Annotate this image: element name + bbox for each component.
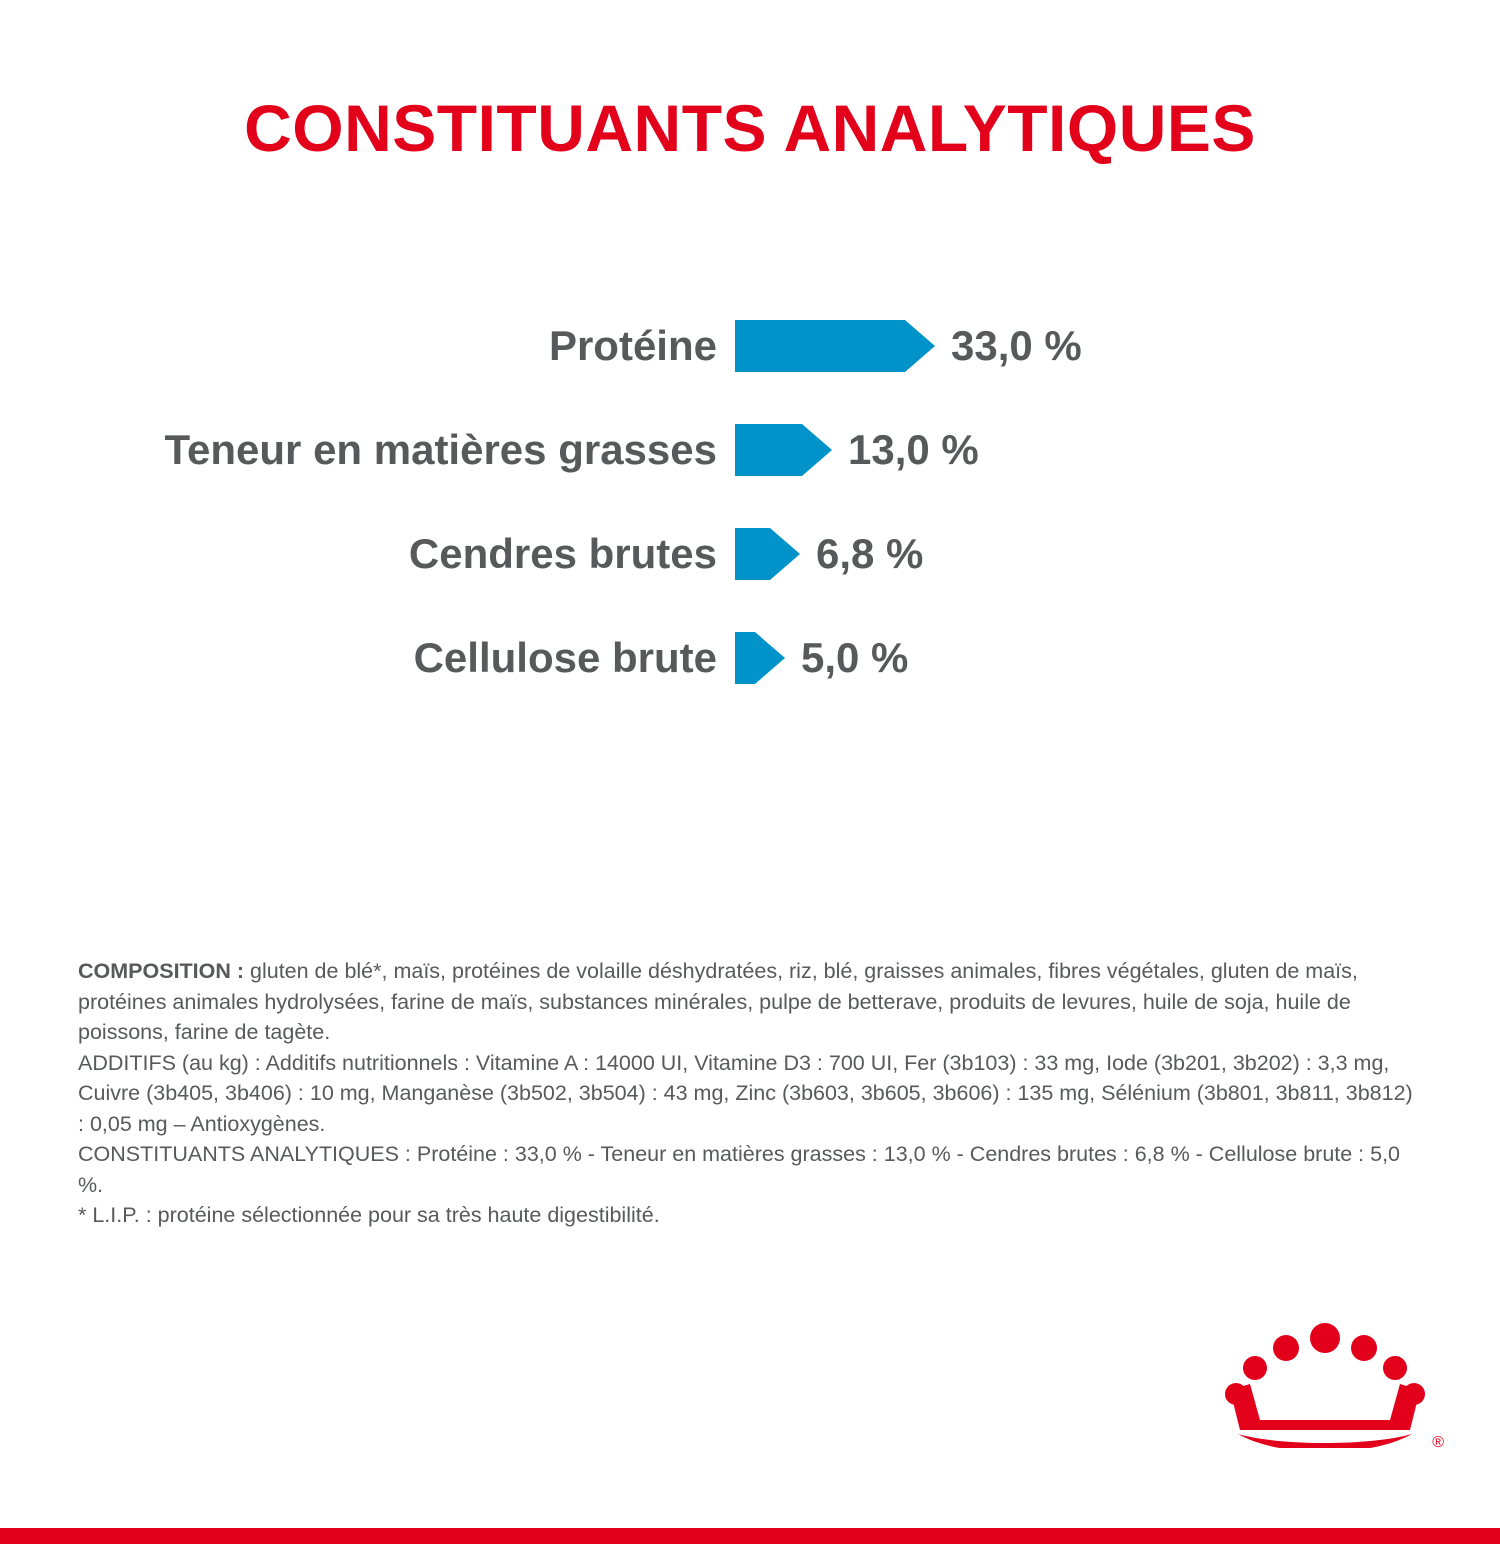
- chart-row: [0, 419, 1500, 481]
- bottom-accent-bar: [0, 1528, 1500, 1544]
- chart-bar: [735, 632, 755, 684]
- chart-row-value: 33,0 %: [951, 321, 1082, 369]
- composition-section: [78, 956, 1422, 1231]
- analytical-constituents-chart: [0, 315, 1500, 689]
- chart-row: [0, 627, 1500, 689]
- composition-analytical-text: CONSTITUANTS ANALYTIQUES : Protéine : 33,0 % - Teneur en matières grasses : 13,0 % - Cendres brutes : 6,8 % - Cellulose brute : 5,0 %.: [78, 1142, 1401, 1197]
- chart-row-value: 6,8 %: [816, 529, 924, 577]
- registered-trademark-mark: ®: [1432, 1434, 1444, 1452]
- composition-additives-text: ADDITIFS (au kg) : Additifs nutritionnels : Vitamine A : 14000 UI, Vitamine D3 : 700 UI, Fer (3b103) : 33 mg, Iode (3b201, 3b202) : 3,3 mg, Cuivre (3b405, 3b406) : 10 mg, Manganèse (3b502, 3b504) : 43 mg, Zinc (3b603, 3b605, 3b606) : 135 mg, Sélénium (3b801, 3b811, 3b812) : 0,05 mg – Antioxygènes.: [78, 1050, 1413, 1136]
- composition-ingredients-paragraph: [78, 956, 1422, 1048]
- chart-row: [0, 315, 1500, 377]
- composition-ingredients-text: gluten de blé*, maïs, protéines de volaille déshydratées, riz, blé, graisses animales, fibres végétales, gluten de maïs, protéines animales hydrolysées, farine de maïs, substances minérales, pulpe de betterave, produits de levures, huile de soja, huile de poissons, farine de tagète.: [78, 959, 1358, 1045]
- chart-row-label: Protéine: [548, 321, 717, 369]
- chart-row-value: 5,0 %: [801, 633, 909, 681]
- page-title: CONSTITUANTS ANALYTIQUES: [244, 91, 1256, 166]
- chart-bar: [735, 528, 770, 580]
- chart-row-value: 13,0 %: [848, 425, 979, 473]
- royal-canin-crown-logo-icon: [1220, 1318, 1430, 1448]
- chart-row: [0, 523, 1500, 585]
- chart-row-label: Cendres brutes: [408, 529, 717, 577]
- chart-row-label: Teneur en matières grasses: [164, 425, 717, 473]
- composition-footnote: * L.I.P. : protéine sélectionnée pour sa très haute digestibilité.: [78, 1203, 660, 1228]
- chart-bar: [735, 424, 802, 476]
- chart-bar: [735, 320, 905, 372]
- chart-row-label: Cellulose brute: [413, 633, 717, 681]
- composition-lead-label: COMPOSITION :: [78, 959, 245, 984]
